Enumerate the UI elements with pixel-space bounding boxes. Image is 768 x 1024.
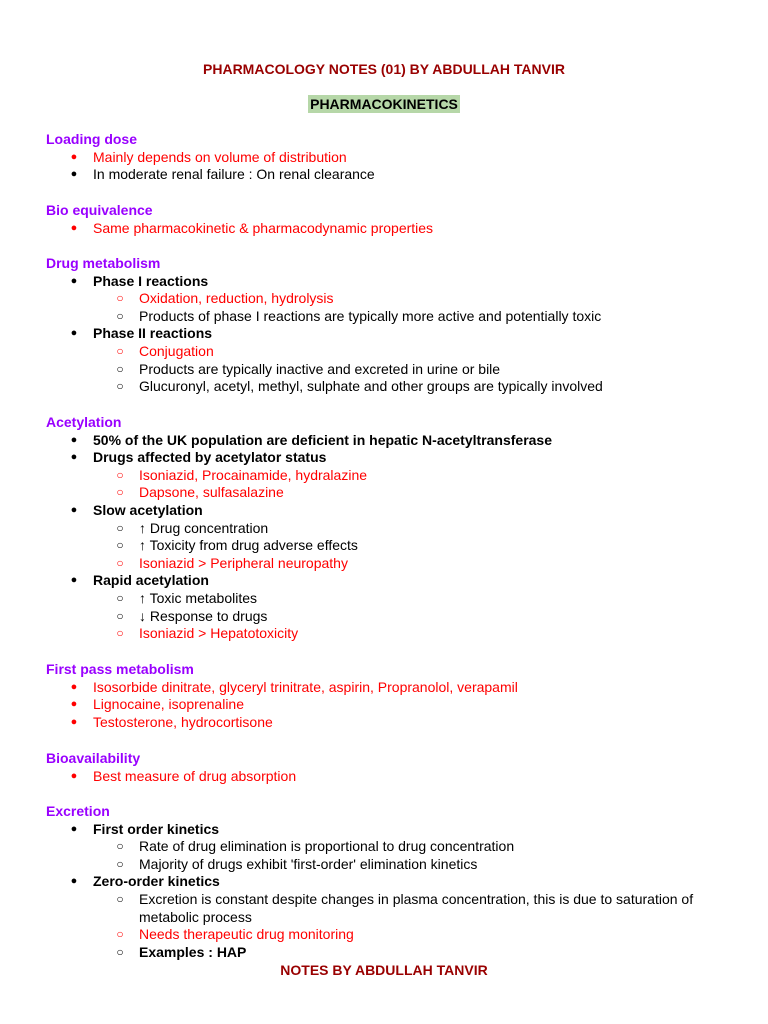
disc-bullet-icon: ● (70, 769, 78, 782)
list-item-text: Phase I reactions (93, 272, 209, 289)
section-heading: Bioavailability (46, 750, 141, 766)
circle-bullet-icon: ○ (116, 944, 124, 959)
circle-bullet-icon: ○ (116, 839, 124, 854)
list-item-text: Dapsone, sulfasalazine (139, 484, 284, 501)
list-item-text: Phase II reactions (93, 325, 213, 342)
list-item-text: 50% of the UK population are deficient in hepatic N-acetyltransferase (93, 431, 552, 448)
disc-bullet-icon: ● (70, 574, 78, 587)
circle-bullet-icon: ○ (116, 608, 124, 623)
circle-bullet-icon: ○ (116, 927, 124, 942)
disc-bullet-icon: ● (70, 822, 78, 835)
list-item-text: Isoniazid > Hepatotoxicity (139, 625, 299, 642)
list-item-text: Isosorbide dinitrate, glyceryl trinitrate, aspirin, Propranolol, verapamil (93, 678, 518, 695)
document-subtitle: PHARMACOKINETICS (310, 96, 458, 112)
list-item-text: Products are typically inactive and excreted in urine or bile (139, 360, 501, 377)
list-item-text: Mainly depends on volume of distribution (93, 148, 347, 165)
list-item-text: Lignocaine, isoprenaline (93, 696, 244, 713)
list-item-text: Majority of drugs exhibit 'first-order' elimination kinetics (139, 855, 478, 872)
circle-bullet-icon: ○ (116, 555, 124, 570)
circle-bullet-icon: ○ (116, 308, 124, 323)
section-heading: Drug metabolism (46, 255, 161, 271)
circle-bullet-icon: ○ (116, 591, 124, 605)
list-item-text: Examples : HAP (139, 943, 247, 960)
list-item-text: In moderate renal failure : On renal clearance (93, 166, 375, 183)
disc-bullet-icon: ● (70, 150, 78, 163)
list-item-text: Isoniazid > Peripheral neuropathy (139, 554, 348, 571)
list-item-text: Glucuronyl, acetyl, methyl, sulphate and other groups are typically involved (139, 378, 603, 395)
list-item-text: First order kinetics (93, 820, 220, 837)
list-item-text: Same pharmacokinetic & pharmacodynamic properties (93, 219, 434, 236)
disc-bullet-icon: ● (70, 504, 78, 516)
list-item-text: Products of phase I reactions are typically more active and potentially toxic (139, 307, 602, 324)
list-item-text: Testosterone, hydrocortisone (93, 713, 273, 730)
circle-bullet-icon: ○ (116, 379, 124, 394)
disc-bullet-icon: ● (70, 327, 78, 340)
list-item-text: Rate of drug elimination is proportional to drug concentration (139, 838, 515, 855)
list-item-text: Zero-order kinetics (93, 873, 220, 890)
disc-bullet-icon: ● (70, 875, 78, 888)
disc-bullet-icon: ● (70, 451, 78, 464)
disc-bullet-icon: ● (70, 715, 78, 728)
disc-bullet-icon: ● (70, 680, 78, 693)
list-item-text: ↑ Drug concentration (139, 519, 269, 536)
circle-bullet-icon: ○ (116, 856, 124, 871)
document-title: PHARMACOLOGY NOTES (01) BY ABDULLAH TANVIR (203, 61, 565, 77)
list-item-text: Oxidation, reduction, hydrolysis (139, 290, 334, 307)
circle-bullet-icon: ○ (116, 344, 124, 358)
disc-bullet-icon: ● (70, 221, 78, 234)
circle-bullet-icon: ○ (116, 626, 124, 641)
disc-bullet-icon: ● (70, 274, 78, 287)
circle-bullet-icon: ○ (116, 291, 124, 306)
disc-bullet-icon: ● (70, 168, 78, 181)
list-item-text: Isoniazid, Procainamide, hydralazine (139, 466, 368, 483)
circle-bullet-icon: ○ (116, 892, 124, 906)
list-item-text: ↑ Toxic metabolites (139, 590, 258, 606)
section-heading: Bio equivalence (46, 202, 153, 218)
subtitle-row (0, 95, 768, 113)
list-item-text: Conjugation (139, 343, 214, 359)
list-item-text: Slow acetylation (93, 502, 203, 518)
circle-bullet-icon: ○ (116, 467, 124, 482)
list-item-text: Rapid acetylation (93, 572, 209, 589)
section-heading: Acetylation (46, 414, 122, 430)
circle-bullet-icon: ○ (116, 520, 124, 535)
circle-bullet-icon: ○ (116, 485, 124, 500)
disc-bullet-icon: ● (70, 433, 78, 446)
section-heading: Excretion (46, 803, 110, 819)
list-item-text: Needs therapeutic drug monitoring (139, 926, 354, 943)
disc-bullet-icon: ● (70, 698, 78, 711)
section-heading: First pass metabolism (46, 661, 194, 677)
section-heading: Loading dose (46, 131, 137, 147)
list-item-text: ↓ Response to drugs (139, 607, 268, 624)
list-item-text: ↑ Toxicity from drug adverse effects (139, 537, 358, 554)
list-item-text: Excretion is constant despite changes in plasma concentration, this is due to saturation of metabolic process (139, 891, 694, 925)
list-item-text: Drugs affected by acetylator status (93, 449, 327, 466)
circle-bullet-icon: ○ (116, 361, 124, 376)
document-footer: NOTES BY ABDULLAH TANVIR (280, 962, 488, 978)
circle-bullet-icon: ○ (116, 538, 124, 553)
list-item-text: Best measure of drug absorption (93, 767, 297, 784)
